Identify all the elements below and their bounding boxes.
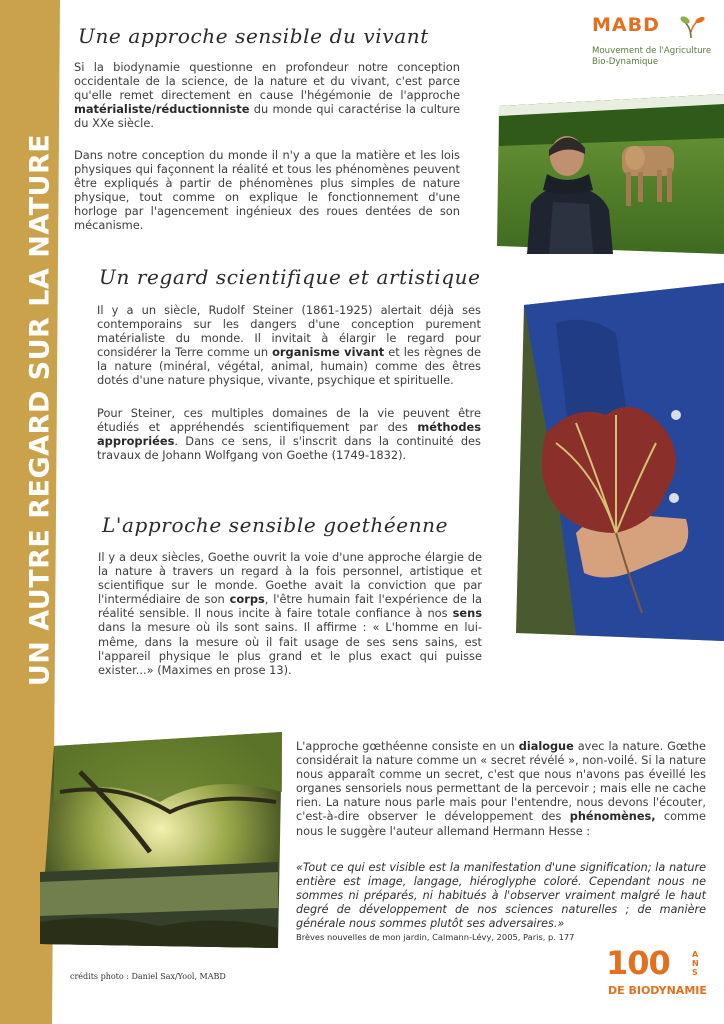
logo-subtitle: Mouvement de l'Agriculture Bio-Dynamique: [592, 46, 712, 67]
mabd-logo: [592, 14, 712, 74]
section1-paragraph2: Dans notre conception du monde il n'y a que la matière et les lois physiques qui façonnent la réalité et tous les phénomènes peuvent être expliqués à partir de phénomènes plus simples de nature physique, tout comme on explique le fonctionnement d'une horloge par l'agencement ingénieux des roues dentées de son mécanisme.: [74, 148, 460, 233]
hesse-quote: «Tout ce qui est visible est la manifestation d'une signification; la nature entière est image, langage, hiéroglyphe coloré. Cependant nous ne sommes ni préparés, ni habitués à l'observer vraiment malgré le haut degré de développement de nos sciences naturelles ; de manière générale nous sommes plutôt ses adversaires.»: [296, 861, 706, 930]
quote-source: Brèves nouvelles de mon jardin, Calmann-Lévy, 2005, Paris, p. 177: [296, 932, 575, 942]
photo-credits: crédits photo : Daniel Sax/Yool, MABD: [70, 972, 226, 981]
photo-hand-leaf: [516, 283, 724, 641]
logo-name: MABD: [592, 14, 660, 36]
badge-subtitle: DE BIODYNAMIE: [608, 984, 707, 997]
photo-farmer-calf: [497, 94, 724, 254]
section1-paragraph1: Si la biodynamie questionne en profondeur notre conception occidentale de la science, de la nature et du vivant, c'est parce qu'elle remet directement en cause l'hégémonie de l'approche matérialiste/réductionniste du monde qui caractérise la culture du XXe siècle.: [74, 60, 460, 131]
sprout-icon: [676, 14, 706, 40]
heading-section2: Un regard scientifique et artistique: [99, 265, 481, 289]
section2-paragraph1: Il y a un siècle, Rudolf Steiner (1861-1925) alertait déjà ses contemporains sur les dangers d'une conception purement matérialiste du monde. Il invitait à élargir le regard pour considérer la Terre comme un organisme vivant et les règnes de la nature (minéral, végétal, animal, humain) comme des êtres dotés d'une nature physique, vivante, psychique et spirituelle.: [97, 303, 482, 388]
badge-ans: ANS: [692, 950, 699, 977]
section4-paragraph: L'approche gœthéenne consiste en un dialogue avec la nature. Gœthe considérait la nature comme un « secret révélé », non-voilé. Si la nature nous apparaît comme un secret, c'est que nous n'avons pas éveillé les organes sensoriels nous permettant de la percevoir ; mais elle ne cache rien. La nature nous parle mais pour l'entendre, nous devons l'écouter, c'est-à-dire observer le développement des phénomènes, comme nous le suggère l'auteur allemand Hermann Hesse :: [296, 740, 706, 838]
centenary-badge: [606, 944, 711, 1004]
heading-section1: Une approche sensible du vivant: [78, 24, 429, 48]
heading-section3: L'approche sensible goethéenne: [102, 513, 449, 537]
section3-paragraph: Il y a deux siècles, Goethe ouvrit la voie d'une approche élargie de la nature à travers un regard à la fois personnel, artistique et scientifique sur le monde. Goethe avait la conviction que par l'intermédiaire de son corps, l'être humain fait l'expérience de la réalité sensible. Il nous incite à faire totale confiance à nos sens dans la mesure où ils sont sains. Il affirme : « L'homme en lui-même, dans la mesure où il fait usage de ses sens sains, est l'appareil physique le plus grand et le plus exact qui puisse exister...» (Maximes en prose 13).: [98, 550, 482, 677]
photo-tree-water: [40, 732, 282, 948]
vertical-title: UN AUTRE REGARD SUR LA NATURE: [24, 133, 56, 687]
section2-paragraph2: Pour Steiner, ces multiples domaines de la vie peuvent être étudiés et appréhendés scientifiquement par des méthodes appropriées. Dans ce sens, il s'inscrit dans la continuité des travaux de Johann Wolfgang von Goethe (1749-1832).: [97, 406, 481, 463]
badge-number: 100: [606, 944, 670, 982]
